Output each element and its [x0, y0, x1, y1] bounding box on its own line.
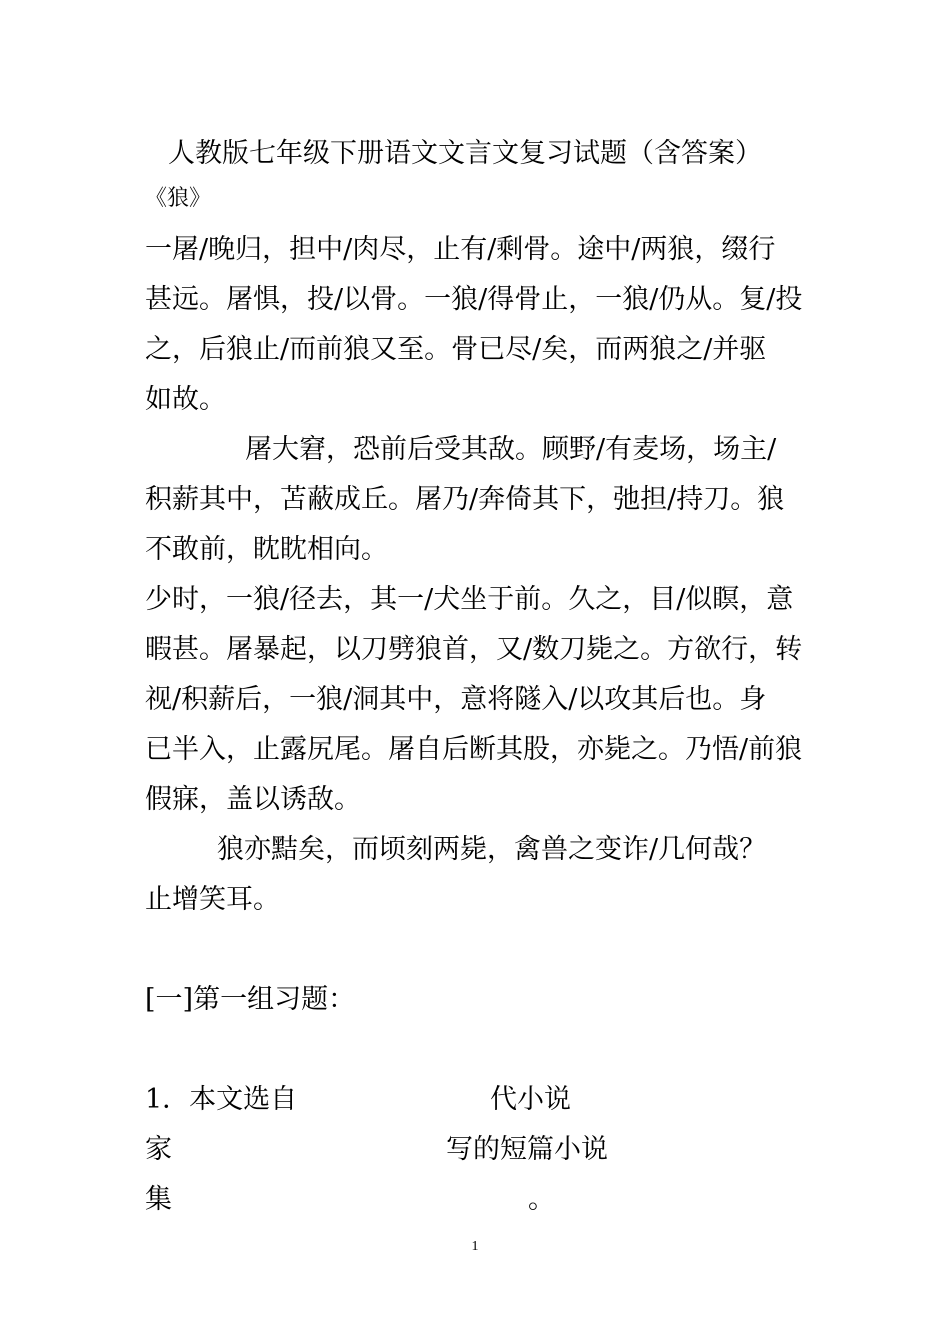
passage-line: 狼亦黠矣，而顷刻两毙，禽兽之变诈/几何哉？: [217, 834, 767, 865]
passage-line: 已半入，止露尻尾。屠自后断其股，亦毙之。乃悟/前狼: [145, 734, 803, 765]
passage-line: 甚远。屠惧，投/以骨。一狼/得骨止，一狼/仍从。复/投: [145, 284, 803, 315]
question-text: 。: [528, 1184, 555, 1215]
question-text: 代小说: [490, 1084, 571, 1115]
passage-line: 屠大窘，恐前后受其敌。顾野/有麦场，场主/: [245, 434, 777, 465]
passage-line: 积薪其中，苫蔽成丘。屠乃/奔倚其下，弛担/持刀。狼: [145, 484, 785, 515]
question-text: 写的短篇小说: [446, 1134, 608, 1165]
passage-line: 少时，一狼/径去，其一/犬坐于前。久之，目/似瞑，意: [145, 584, 794, 615]
question-text: 家: [145, 1134, 172, 1165]
passage-line: 视/积薪后，一狼/洞其中，意将隧入/以攻其后也。身: [145, 684, 767, 715]
passage-line: 止增笑耳。: [145, 884, 280, 915]
passage-line: 如故。: [145, 384, 226, 415]
question-text: 1．本文选自: [145, 1084, 298, 1115]
question-text: 集: [145, 1184, 172, 1215]
document-title: 人教版七年级下册语文文言文复习试题（含答案）: [168, 138, 762, 169]
passage-line: 之，后狼止/而前狼又至。骨已尽/矣，而两狼之/并驱: [145, 334, 767, 365]
passage-line: 一屠/晚归，担中/肉尽，止有/剩骨。途中/两狼，缀行: [145, 234, 776, 265]
passage-title: 《狼》: [145, 186, 212, 211]
page-number: 1: [471, 1239, 479, 1254]
passage-line: 暇甚。屠暴起，以刀劈狼首，又/数刀毙之。方欲行，转: [145, 634, 803, 665]
passage-line: 假寐，盖以诱敌。: [145, 784, 361, 815]
passage-line: 不敢前，眈眈相向。: [145, 534, 388, 565]
section-heading: [一]第一组习题：: [145, 984, 356, 1015]
